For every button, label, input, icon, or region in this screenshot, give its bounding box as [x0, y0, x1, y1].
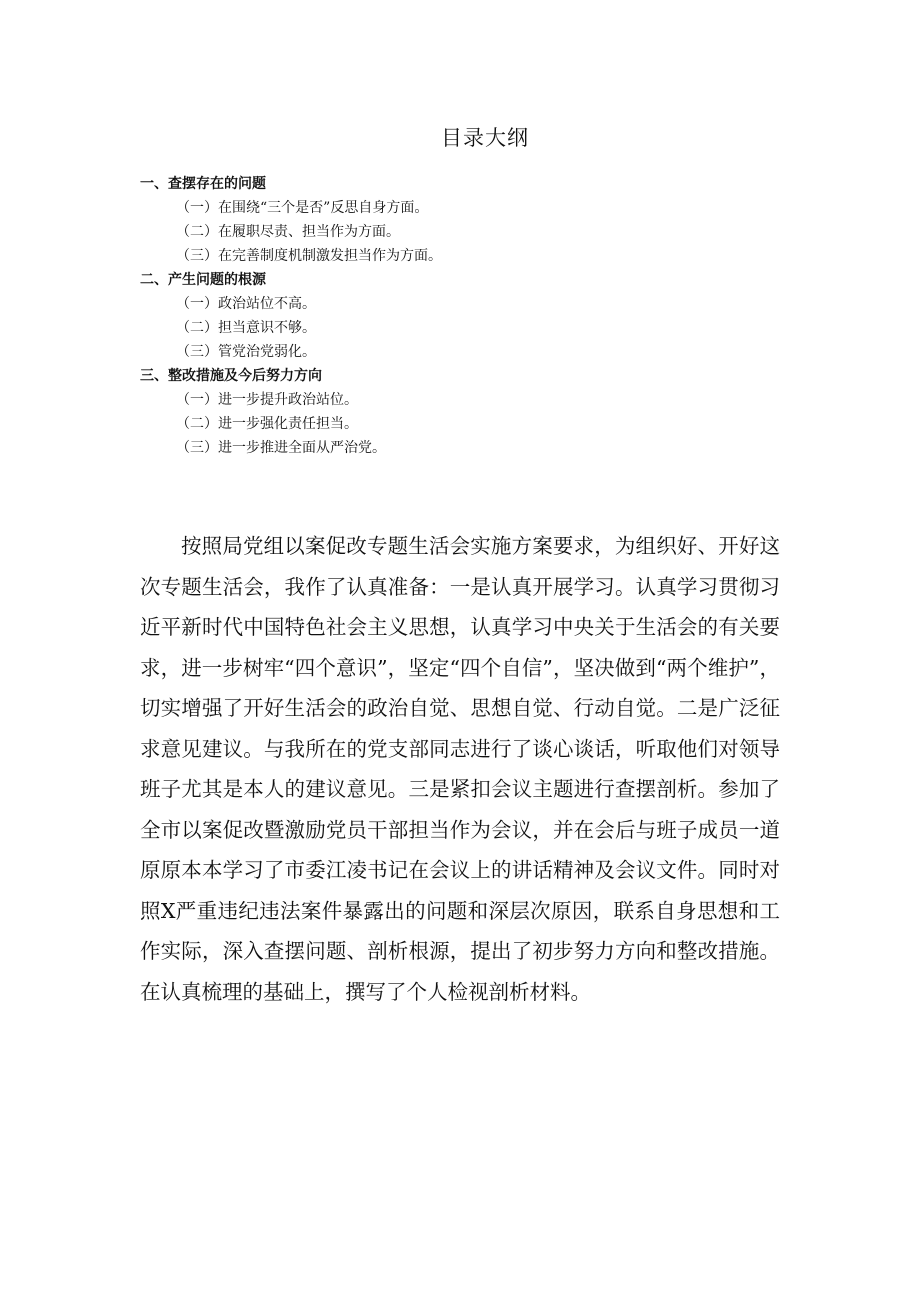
table-of-contents [140, 172, 740, 460]
toc-title: 目录大纲 [441, 126, 529, 150]
toc-item: （二）担当意识不够。 [176, 320, 316, 336]
toc-item: （三）在完善制度机制激发担当作为方面。 [176, 248, 442, 264]
toc-section-root-causes [140, 268, 740, 364]
toc-section-measures [140, 364, 740, 460]
toc-heading: 三、整改措施及今后努力方向 [140, 368, 322, 384]
toc-item: （二）在履职尽责、担当作为方面。 [176, 224, 400, 240]
toc-heading: 二、产生问题的根源 [140, 272, 266, 288]
toc-heading: 一、查摆存在的问题 [140, 176, 266, 192]
toc-item: （一）政治站位不高。 [176, 296, 316, 312]
toc-section-problems [140, 172, 740, 268]
body-paragraph: 按照局党组以案促改专题生活会实施方案要求，为组织好、开好这次专题生活会，我作了认真准备：一是认真开展学习。认真学习贯彻习近平新时代中国特色社会主义思想，认真学习中央关于生活会的有关要求，进一步树牢“四个意识”，坚定“四个自信”，坚决做到“两个维护”，切实增强了开好生活会的政治自觉、思想自觉、行动自觉。二是广泛征求意见建议。与我所在的党支部同志进行了谈心谈话，听取他们对领导班子尤其是本人的建议意见。三是紧扣会议主题进行查摆剖析。参加了全市以案促改暨激励党员干部担当作为会议，并在会后与班子成员一道原原本本学习了市委江凌书记在会议上的讲话精神及会议文件。同时对照X严重违纪违法案件暴露出的问题和深层次原因，联系自身思想和工作实际，深入查摆问题、剖析根源，提出了初步努力方向和整改措施。在认真梳理的基础上，撰写了个人检视剖析材料。 [140, 534, 780, 1004]
toc-item: （三）进一步推进全面从严治党。 [176, 440, 386, 456]
toc-item: （一）进一步提升政治站位。 [176, 392, 358, 408]
toc-item: （一）在围绕“三个是否”反思自身方面。 [176, 200, 429, 216]
toc-item: （二）进一步强化责任担当。 [176, 416, 358, 432]
toc-item: （三）管党治党弱化。 [176, 344, 316, 360]
